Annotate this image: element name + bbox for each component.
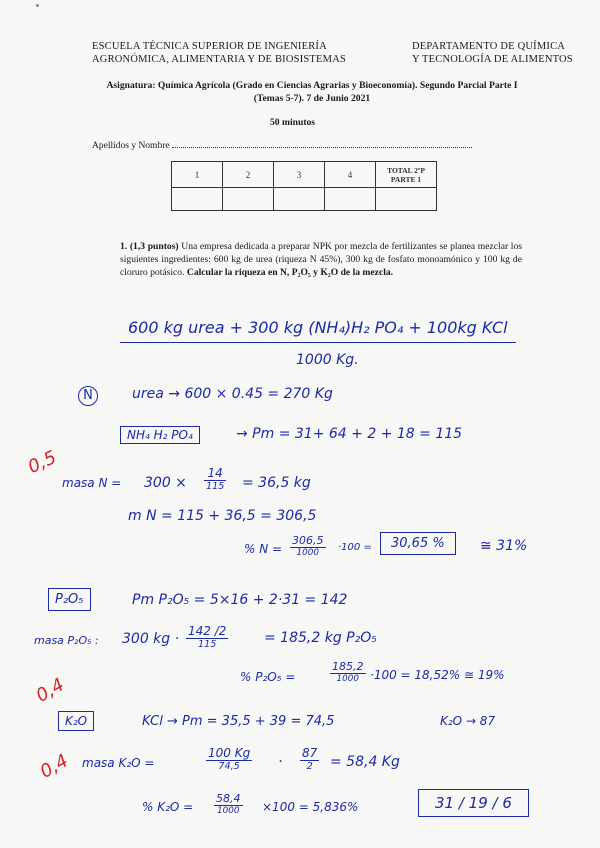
hw-masa-n-calc: 300 × bbox=[144, 475, 187, 491]
grade-cell-1 bbox=[172, 188, 223, 211]
department-header bbox=[412, 40, 600, 66]
hw-p2o5-box: P₂O₅ bbox=[48, 592, 91, 607]
grade-table-score-row bbox=[172, 188, 437, 211]
hw-pct-p-label: % P₂O₅ = bbox=[240, 670, 296, 684]
hw-nh4-box: NH₄ H₂ PO₄ bbox=[120, 428, 200, 442]
hw-pct-p-frac: $\frac{185,2}{1000}$ bbox=[332, 660, 364, 684]
department-line2: Y TECNOLOGÍA DE ALIMENTOS bbox=[412, 54, 573, 65]
hw-pct-n-frac: $\frac{306,5}{1000}$ bbox=[292, 534, 324, 558]
hw-pct-n-mult: ·100 = bbox=[338, 542, 372, 553]
hw-masa-k-frac1: $\frac{100 Kg}{74,5}$ bbox=[208, 746, 251, 772]
hw-masa-k-frac2: $\frac{87}{2}$ bbox=[302, 746, 318, 772]
hw-masa-n-frac: $\frac{14}{115}$ bbox=[206, 466, 225, 492]
question-number: 1. bbox=[120, 241, 128, 252]
hw-masa-k-label: masa K₂O = bbox=[82, 756, 155, 770]
grade-header-1: 1 bbox=[172, 162, 223, 188]
grade-cell-2 bbox=[223, 188, 274, 211]
hw-fraction-bar bbox=[120, 342, 516, 343]
grade-mark-p: 0,4 bbox=[32, 674, 68, 707]
hw-pct-k-frac: $\frac{58,4}{1000}$ bbox=[216, 792, 241, 816]
grade-cell-3 bbox=[274, 188, 325, 211]
hw-masa-p-label: masa P₂O₅ : bbox=[34, 634, 99, 647]
grade-header-total: TOTAL 2ºP PARTE 1 bbox=[376, 162, 437, 188]
school-header bbox=[92, 40, 352, 66]
school-name-line2: AGRONÓMICA, ALIMENTARIA Y DE BIOSISTEMAS bbox=[92, 54, 347, 65]
hw-pct-n-box: 30,65 % bbox=[380, 536, 456, 551]
hw-pct-n-approx: ≅ 31% bbox=[480, 538, 528, 554]
hw-k2o-pm: K₂O → 87 bbox=[440, 714, 496, 728]
exam-duration: 50 minutos bbox=[270, 117, 316, 128]
grade-header-2: 2 bbox=[223, 162, 274, 188]
hw-kcl-line: KCl → Pm = 35,5 + 39 = 74,5 bbox=[142, 714, 335, 729]
hw-mn-line: m N = 115 + 36,5 = 306,5 bbox=[128, 508, 317, 524]
grade-header-3: 3 bbox=[274, 162, 325, 188]
hw-pct-n-label: % N = bbox=[244, 542, 283, 556]
hw-pct-p-result: ·100 = 18,52% ≅ 19% bbox=[370, 668, 505, 682]
grade-mark-n: 0,5 bbox=[24, 446, 60, 479]
hw-final-answer-box: 31 / 19 / 6 bbox=[418, 794, 529, 812]
hw-k2o-box: K₂O bbox=[58, 714, 94, 728]
hw-nh4-pm: → Pm = 31+ 64 + 2 + 18 = 115 bbox=[236, 426, 463, 442]
question-ask: Calcular la riqueza en N, P₂O₅ y K₂O de la mezcla. bbox=[186, 267, 394, 279]
hw-pct-k-result: ×100 = 5,836% bbox=[262, 800, 359, 814]
question-points: (1,3 puntos) bbox=[129, 241, 179, 252]
name-label: Apellidos y Nombre bbox=[92, 141, 170, 151]
hw-n-circle: N bbox=[78, 386, 98, 406]
grade-table-header-row bbox=[172, 162, 437, 188]
question-text: Una empresa dedicada a preparar NPK por mezcla de fertilizantes se planea mezclar los siguientes ingredientes: 600 kg de urea (riqueza N 45%), 300 kg de fosfato monoamónico y 100 kg de cloruro potásico. bbox=[120, 241, 522, 279]
hw-masa-n-label: masa N = bbox=[62, 476, 122, 490]
grade-mark-k: 0,4 bbox=[36, 750, 72, 783]
hw-masa-p-frac: $\frac{142 /2}{115}$ bbox=[188, 624, 227, 650]
hw-masa-p-result: = 185,2 kg P₂O₅ bbox=[264, 630, 377, 646]
hw-mixture-line: 600 kg urea + 300 kg (NH₄)H₂ PO₄ + 100kg KCl bbox=[128, 318, 508, 337]
hw-p2o5-pm: Pm P₂O₅ = 5×16 + 2·31 = 142 bbox=[132, 592, 348, 608]
grade-header-4: 4 bbox=[325, 162, 376, 188]
grade-cell-4 bbox=[325, 188, 376, 211]
exam-subject: Asignatura: Química Agrícola (Grado en Ciencias Agrarias y Bioeconomía). Segundo Parcial Parte I (Temas 5-7). 7 de Junio 2021 bbox=[106, 80, 518, 104]
name-dotted-line bbox=[172, 138, 472, 148]
student-name-field[interactable] bbox=[92, 138, 472, 151]
hw-masa-p-calc: 300 kg · bbox=[122, 631, 180, 647]
grade-table bbox=[171, 161, 437, 211]
hw-masa-n-result: = 36,5 kg bbox=[242, 475, 311, 491]
hw-masa-k-mid: · bbox=[278, 754, 283, 770]
question-1 bbox=[120, 240, 522, 280]
hw-pct-k-label: % K₂O = bbox=[142, 800, 194, 814]
hw-urea-line: urea → 600 × 0.45 = 270 Kg bbox=[132, 386, 333, 402]
school-name-line1: ESCUELA TÉCNICA SUPERIOR DE INGENIERÍA bbox=[92, 41, 327, 52]
department-line1: DEPARTAMENTO DE QUÍMICA bbox=[412, 41, 566, 52]
grade-cell-total bbox=[376, 188, 437, 211]
scan-speck bbox=[36, 4, 39, 7]
hw-total-mass: 1000 Kg. bbox=[296, 352, 359, 368]
hw-masa-k-result: = 58,4 Kg bbox=[330, 754, 400, 770]
